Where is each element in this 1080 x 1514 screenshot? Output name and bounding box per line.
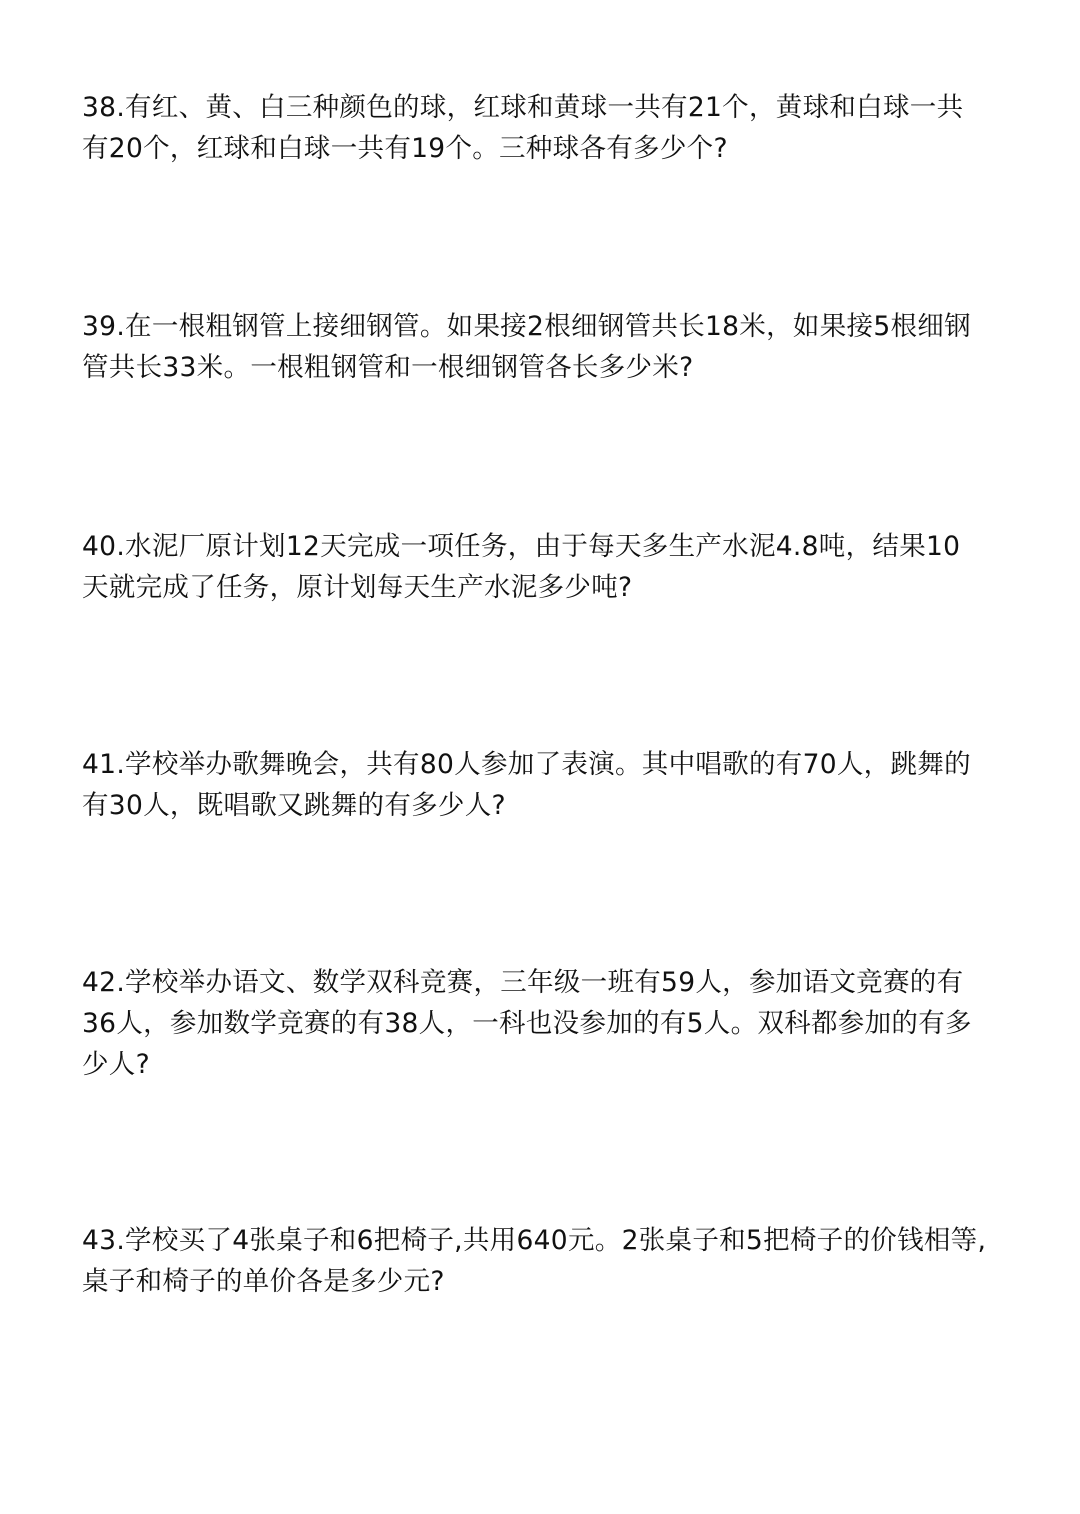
- problem-39: [82, 306, 1002, 388]
- problem-38: [82, 87, 1002, 169]
- problem-text-line: 43.学校买了4张桌子和6把椅子,共用640元。2张桌子和5把椅子的价钱相等,: [82, 1225, 987, 1256]
- problem-text-line: 42.学校举办语文、数学双科竞赛，三年级一班有59人，参加语文竞赛的有: [82, 967, 964, 998]
- problem-text-line: 管共长33米。一根粗钢管和一根细钢管各长多少米?: [82, 352, 694, 383]
- problem-text-line: 少人?: [82, 1049, 150, 1080]
- problem-text-line: 41.学校举办歌舞晚会，共有80人参加了表演。其中唱歌的有70人，跳舞的: [82, 749, 971, 780]
- problem-text-line: 有20个，红球和白球一共有19个。三种球各有多少个?: [82, 133, 728, 164]
- problem-42: [82, 962, 1002, 1085]
- problem-text-line: 36人，参加数学竞赛的有38人，一科也没参加的有5人。双科都参加的有多: [82, 1008, 972, 1039]
- problem-text-line: 38.有红、黄、白三种颜色的球，红球和黄球一共有21个，黄球和白球一共: [82, 92, 964, 123]
- problem-text-line: 有30人，既唱歌又跳舞的有多少人?: [82, 790, 506, 821]
- problem-41: [82, 744, 1002, 826]
- problem-43: [82, 1220, 1002, 1302]
- problem-40: [82, 526, 1002, 608]
- problem-text-line: 桌子和椅子的单价各是多少元?: [82, 1266, 445, 1297]
- problem-text-line: 天就完成了任务，原计划每天生产水泥多少吨?: [82, 572, 633, 603]
- problem-text-line: 39.在一根粗钢管上接细钢管。如果接2根细钢管共长18米，如果接5根细钢: [82, 311, 971, 342]
- problem-text-line: 40.水泥厂原计划12天完成一项任务，由于每天多生产水泥4.8吨，结果10: [82, 531, 961, 562]
